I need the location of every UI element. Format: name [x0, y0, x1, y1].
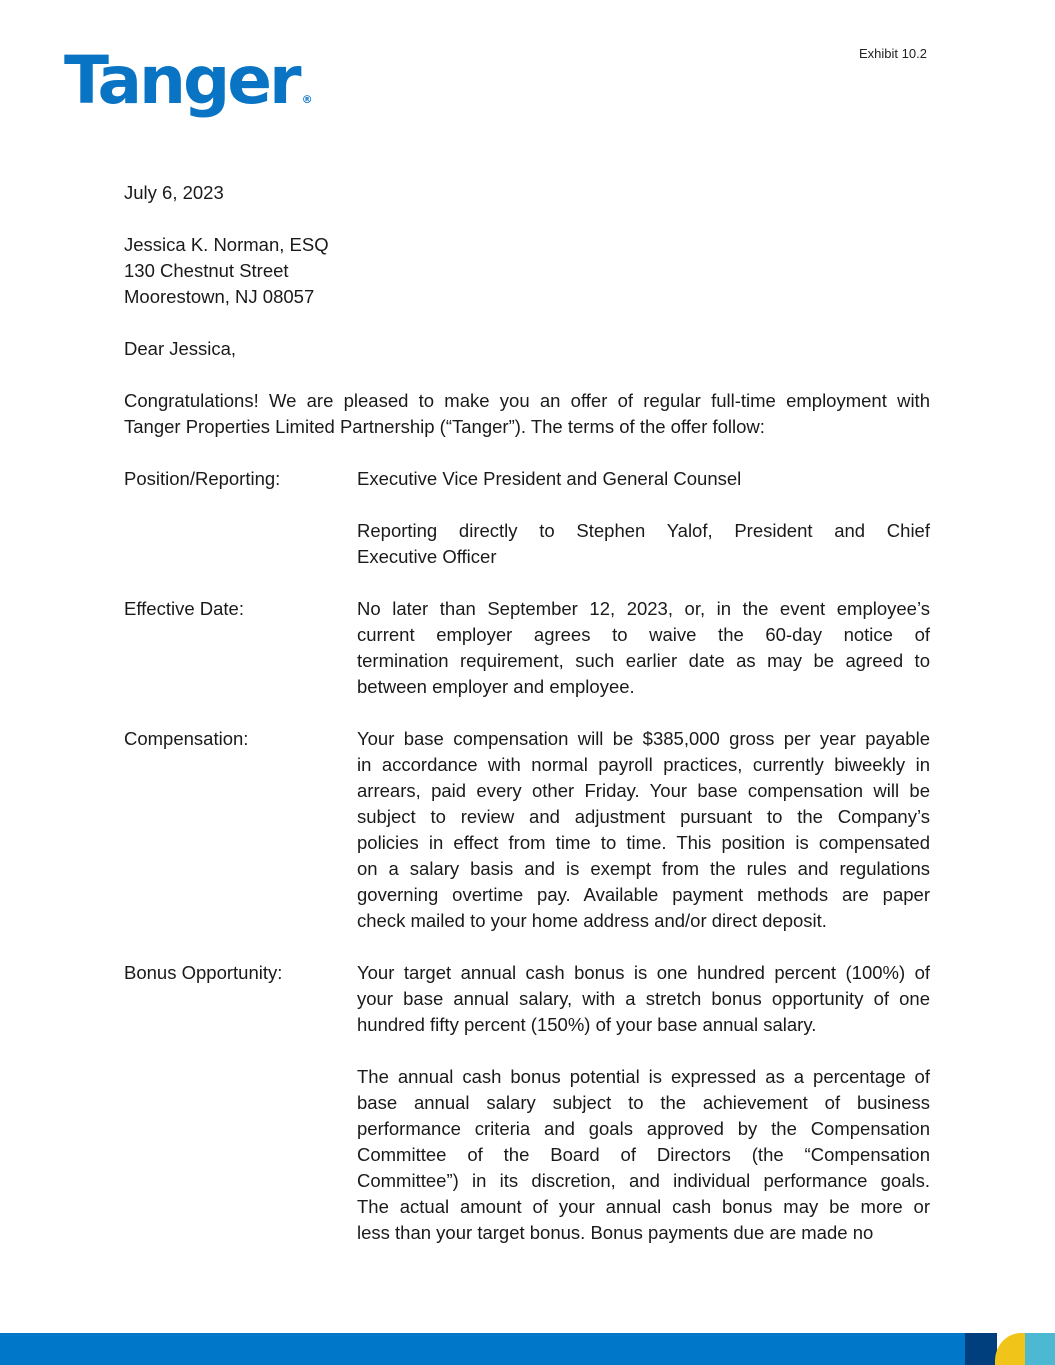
recipient-address — [124, 232, 930, 310]
text-line: Executive Vice President and General Counsel — [357, 468, 742, 489]
section-label: Position/Reporting: — [124, 468, 281, 489]
exhibit-label: Exhibit 10.2 — [859, 46, 927, 61]
footer-bar-navy — [965, 1333, 997, 1365]
text-line: Jessica K. Norman, ESQ — [124, 234, 329, 255]
logo-text: Tanger — [64, 42, 299, 119]
text-line: between employer and employee. — [357, 676, 635, 697]
text-line: July 6, 2023 — [124, 182, 224, 203]
footer-bar-yellow — [995, 1333, 1025, 1365]
text-line: base annual salary subject to the achievement of business — [357, 1092, 930, 1113]
text-line: termination requirement, such earlier date as may be agreed to — [357, 650, 930, 671]
text-line: Tanger Properties Limited Partnership (“Tanger”). The terms of the offer follow: — [124, 416, 765, 437]
text-line: 130 Chestnut Street — [124, 260, 289, 281]
text-line: Committee”) in its discretion, and individual performance goals. — [357, 1170, 930, 1191]
section-label: Bonus Opportunity: — [124, 962, 283, 983]
text-line: The annual cash bonus potential is expressed as a percentage of — [357, 1066, 930, 1087]
text-line: policies in effect from time to time. This position is compensated — [357, 832, 930, 853]
section-label: Effective Date: — [124, 598, 244, 619]
text-line: Committee of the Board of Directors (the “Compensation — [357, 1144, 930, 1165]
text-line: governing overtime pay. Available payment methods are paper — [357, 884, 930, 905]
text-line: subject to review and adjustment pursuant to the Company’s — [357, 806, 930, 827]
text-line: performance criteria and goals approved by the Compensation — [357, 1118, 930, 1139]
text-line: Dear Jessica, — [124, 338, 237, 359]
letter-date — [124, 180, 930, 206]
text-line: The actual amount of your annual cash bonus may be more or — [357, 1196, 930, 1217]
text-line: check mailed to your home address and/or direct deposit. — [357, 910, 827, 931]
text-line: less than your target bonus. Bonus payments due are made no — [357, 1222, 874, 1243]
section-paragraph — [357, 960, 930, 1038]
footer-bar-teal — [1025, 1333, 1055, 1365]
section-paragraph — [357, 596, 930, 700]
section-paragraph — [357, 1064, 930, 1246]
tanger-logo — [64, 36, 313, 145]
text-line: in accordance with normal payroll practices, currently biweekly in — [357, 754, 930, 775]
text-line: arrears, paid every other Friday. Your base compensation will be — [357, 780, 930, 801]
section-paragraph — [357, 466, 930, 492]
registered-mark: ® — [301, 93, 313, 106]
text-line: Your target annual cash bonus is one hundred percent (100%) of — [357, 962, 930, 983]
text-line: your base annual salary, with a stretch bonus opportunity of one — [357, 988, 930, 1009]
section-paragraph — [357, 726, 930, 934]
section-label: Compensation: — [124, 728, 249, 749]
text-line: Reporting directly to Stephen Yalof, President and Chief — [357, 520, 930, 541]
text-line: Moorestown, NJ 08057 — [124, 286, 315, 307]
section-paragraph — [357, 518, 930, 570]
text-line: Congratulations! We are pleased to make you an offer of regular full-time employment with — [124, 390, 930, 411]
text-line: No later than September 12, 2023, or, in the event employee’s — [357, 598, 930, 619]
text-line: hundred fifty percent (150%) of your base annual salary. — [357, 1014, 817, 1035]
text-line: current employer agrees to waive the 60-day notice of — [357, 624, 930, 645]
text-line: Executive Officer — [357, 546, 497, 567]
salutation — [124, 336, 930, 362]
text-line: Your base compensation will be $385,000 gross per year payable — [357, 728, 930, 749]
footer-bar-blue — [0, 1333, 965, 1365]
text-line: on a salary basis and is exempt from the rules and regulations — [357, 858, 930, 879]
intro-paragraph — [124, 388, 930, 440]
